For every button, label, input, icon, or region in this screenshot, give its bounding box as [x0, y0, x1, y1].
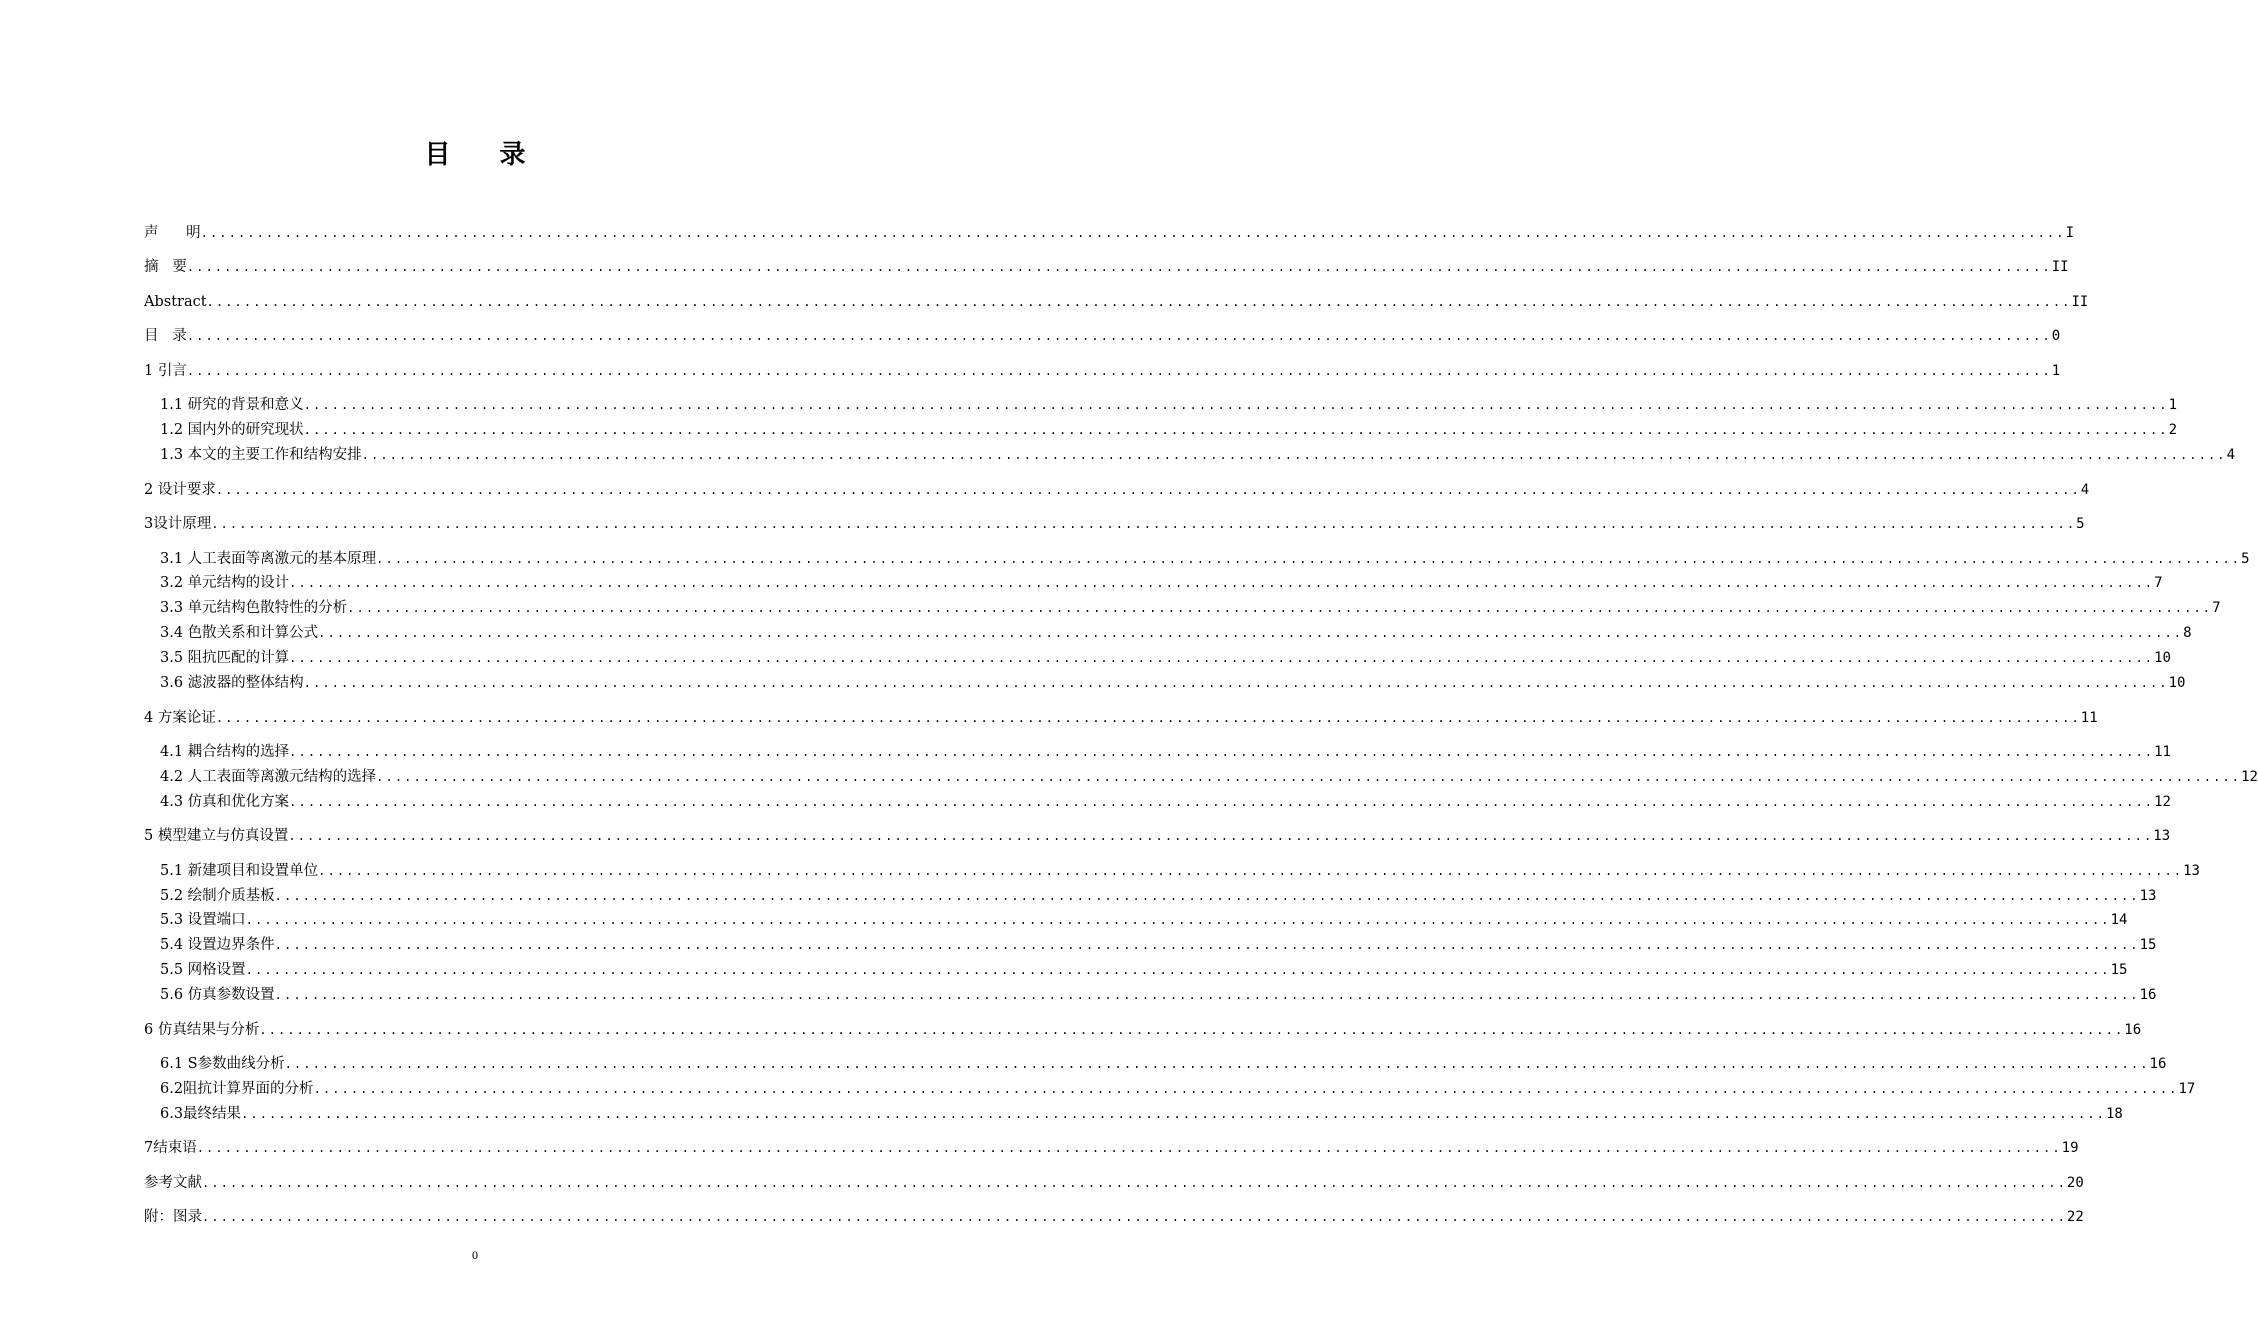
toc-leader-dots: ........................................................................................................................................................................................................ [361, 448, 2227, 462]
toc-leader-dots: ........................................................................................................................................................................................................ [347, 601, 2213, 615]
toc-leader-dots: ........................................................................................................................................................................................................ [376, 770, 2242, 784]
toc-entry[interactable] [160, 672, 2186, 694]
toc-entry-page: 4 [2080, 482, 2090, 498]
toc-entry-page: 2 [2168, 422, 2178, 438]
toc-leader-dots: ........................................................................................................................................................................................................ [245, 963, 2111, 977]
toc-leader-dots: ........................................................................................................................................................................................................ [215, 483, 2081, 497]
toc-entry-page: 16 [2149, 1056, 2167, 1072]
toc-entry-page: 4 [2226, 447, 2236, 463]
page-number: 0 [472, 1248, 478, 1262]
toc-entry-page: 11 [2080, 710, 2098, 726]
toc-entry-page: 0 [2051, 328, 2061, 344]
toc-entry[interactable] [160, 548, 2250, 570]
toc-entry-page: 13 [2183, 863, 2200, 879]
toc-entry-page: 19 [2061, 1140, 2079, 1156]
toc-entry-label: 4.3 仿真和优化方案 [160, 794, 290, 810]
toc-entry[interactable] [160, 394, 2178, 416]
toc-leader-dots: ........................................................................................................................................................................................................ [259, 1023, 2125, 1037]
toc-entry[interactable] [144, 825, 2171, 847]
toc-entry[interactable] [160, 597, 2221, 619]
toc-entry[interactable] [160, 622, 2192, 644]
toc-entry[interactable] [160, 984, 2157, 1006]
toc-leader-dots: ........................................................................................................................................................................................................ [289, 795, 2155, 809]
toc-entry[interactable] [144, 291, 2089, 313]
toc-leader-dots: ........................................................................................................................................................................................................ [186, 329, 2052, 343]
toc-entry-page: 12 [2154, 794, 2171, 810]
toc-entry[interactable] [144, 325, 2061, 347]
toc-leader-dots: ........................................................................................................................................................................................................ [215, 711, 2081, 725]
toc-leader-dots: ........................................................................................................................................................................................................ [284, 1057, 2150, 1071]
toc-leader-dots: ........................................................................................................................................................................................................ [186, 260, 2052, 274]
toc-entry-page: 8 [2183, 625, 2192, 641]
toc-entry-label: 附：图录 [144, 1209, 202, 1225]
toc-leader-dots: ........................................................................................................................................................................................................ [274, 938, 2140, 952]
toc-entry-label: 6.1 S参数曲线分析 [160, 1056, 285, 1072]
toc-entry-page: 7 [2154, 575, 2163, 591]
toc-entry-label: 3.5 阻抗匹配的计算 [160, 650, 290, 666]
toc-entry-label: 7结束语 [144, 1140, 197, 1156]
toc-entry-label: 5.4 设置边界条件 [160, 937, 275, 953]
toc-entry-page: II [2051, 259, 2069, 275]
toc-entry-page: I [2065, 225, 2075, 241]
toc-entry-page: 22 [2066, 1209, 2084, 1225]
toc-entry-label: 参考文献 [144, 1175, 202, 1191]
toc-entry[interactable] [144, 513, 2085, 535]
toc-entry[interactable] [144, 479, 2090, 501]
toc-entry-label: 1.3 本文的主要工作和结构安排 [160, 447, 362, 463]
toc-entry-page: 10 [2168, 675, 2186, 691]
toc-entry[interactable] [160, 959, 2128, 981]
toc-leader-dots: ........................................................................................................................................................................................................ [274, 988, 2140, 1002]
toc-entry-label: 3设计原理 [144, 516, 212, 532]
toc-entry-page: 14 [2110, 912, 2128, 928]
toc-entry-label: 声 明 [144, 225, 201, 241]
toc-entry-page: 16 [2139, 987, 2157, 1003]
toc-entry[interactable] [144, 1206, 2084, 1228]
toc-entry[interactable] [160, 1053, 2167, 1075]
toc-leader-dots: ........................................................................................................................................................................................................ [206, 295, 2072, 309]
toc-leader-dots: ........................................................................................................................................................................................................ [202, 1176, 2067, 1190]
toc-entry-label: 5 模型建立与仿真设置 [144, 828, 289, 844]
toc-entry-label: 摘 要 [144, 259, 187, 275]
toc-entry-label: 3.6 滤波器的整体结构 [160, 675, 304, 691]
toc-entry-page: 1 [2051, 363, 2061, 379]
toc-entry[interactable] [160, 1078, 2196, 1100]
toc-entry-label: 5.5 网格设置 [160, 962, 246, 978]
toc-leader-dots: ........................................................................................................................................................................................................ [303, 676, 2169, 690]
toc-entry[interactable] [144, 1137, 2079, 1159]
toc-entry[interactable] [160, 1103, 2123, 1125]
toc-entry-label: 3.2 单元结构的设计 [160, 575, 290, 591]
toc-entry-page: 17 [2178, 1081, 2196, 1097]
toc-entry-label: 2 设计要求 [144, 482, 216, 498]
toc-entry-page: 1 [2168, 397, 2178, 413]
toc-entry[interactable] [144, 222, 2075, 244]
toc-entry-page: 15 [2110, 962, 2128, 978]
toc-entry-label: 5.1 新建项目和设置单位 [160, 863, 319, 879]
toc-entry[interactable] [144, 360, 2061, 382]
toc-entry-label: 4.2 人工表面等离激元结构的选择 [160, 769, 377, 785]
toc-entry[interactable] [160, 909, 2128, 931]
toc-leader-dots: ........................................................................................................................................................................................................ [274, 889, 2140, 903]
toc-leader-dots: ........................................................................................................................................................................................................ [186, 364, 2052, 378]
toc-entry[interactable] [160, 791, 2171, 813]
toc-entry-label: 3.3 单元结构色散特性的分析 [160, 600, 348, 616]
toc-entry-page: II [2071, 294, 2089, 310]
toc-entry[interactable] [160, 741, 2171, 763]
toc-leader-dots: ........................................................................................................................................................................................................ [318, 626, 2184, 640]
toc-entry-page: 11 [2154, 744, 2171, 760]
toc-entry-label: 1 引言 [144, 363, 187, 379]
toc-leader-dots: ........................................................................................................................................................................................................ [289, 576, 2155, 590]
toc-entry-label: 1.2 国内外的研究现状 [160, 422, 304, 438]
toc-entry-page: 7 [2212, 600, 2221, 616]
toc-entry[interactable] [144, 707, 2098, 729]
toc-entry-page: 20 [2066, 1175, 2084, 1191]
toc-entry-label: Abstract [144, 294, 207, 310]
page-title: 目 录 [424, 140, 546, 170]
toc-entry[interactable] [144, 256, 2069, 278]
toc-entry-page: 12 [2241, 769, 2258, 785]
toc-entry-label: 6 仿真结果与分析 [144, 1022, 260, 1038]
toc-leader-dots: ........................................................................................................................................................................................................ [289, 651, 2155, 665]
toc-entry-page: 13 [2139, 888, 2157, 904]
toc-leader-dots: ........................................................................................................................................................................................................ [245, 913, 2111, 927]
toc-leader-dots: ........................................................................................................................................................................................................ [288, 829, 2154, 843]
toc-entry-page: 5 [2076, 516, 2085, 532]
toc-leader-dots: ........................................................................................................................................................................................................ [196, 1141, 2062, 1155]
toc-entry[interactable] [160, 885, 2157, 907]
toc-entry-label: 6.2阻抗计算界面的分析 [160, 1081, 314, 1097]
toc-leader-dots: ........................................................................................................................................................................................................ [313, 1082, 2179, 1096]
toc-entry-label: 5.6 仿真参数设置 [160, 987, 275, 1003]
toc-leader-dots: ........................................................................................................................................................................................................ [211, 517, 2077, 531]
toc-entry[interactable] [144, 1019, 2142, 1041]
toc-leader-dots: ........................................................................................................................................................................................................ [289, 745, 2155, 759]
toc-entry-label: 3.1 人工表面等离激元的基本原理 [160, 551, 377, 567]
toc-entry-label: 6.3最终结果 [160, 1106, 242, 1122]
toc-entry-page: 18 [2105, 1106, 2123, 1122]
toc-entry-page: 10 [2154, 650, 2171, 666]
toc-entry-label: 目 录 [144, 328, 187, 344]
toc-leader-dots: ........................................................................................................................................................................................................ [376, 552, 2242, 566]
toc-entry[interactable] [160, 860, 2200, 882]
toc-entry-page: 15 [2139, 937, 2157, 953]
toc-entry[interactable] [160, 934, 2157, 956]
toc-entry[interactable] [144, 1172, 2084, 1194]
toc-entry-label: 5.2 绘制介质基板 [160, 888, 275, 904]
toc-leader-dots: ........................................................................................................................................................................................................ [241, 1107, 2106, 1121]
toc-entry[interactable] [160, 572, 2163, 594]
toc-leader-dots: ........................................................................................................................................................................................................ [200, 226, 2066, 240]
toc-leader-dots: ........................................................................................................................................................................................................ [202, 1210, 2067, 1224]
toc-entry-label: 4.1 耦合结构的选择 [160, 744, 290, 760]
toc-leader-dots: ........................................................................................................................................................................................................ [303, 423, 2169, 437]
toc-entry-page: 5 [2241, 551, 2250, 567]
toc-entry-label: 3.4 色散关系和计算公式 [160, 625, 319, 641]
toc-entry-label: 1.1 研究的背景和意义 [160, 397, 304, 413]
toc-leader-dots: ........................................................................................................................................................................................................ [303, 398, 2169, 412]
toc-leader-dots: ........................................................................................................................................................................................................ [318, 864, 2184, 878]
toc-entry[interactable] [160, 419, 2178, 441]
toc-entry-label: 5.3 设置端口 [160, 912, 246, 928]
toc-entry[interactable] [160, 647, 2171, 669]
toc-entry-label: 4 方案论证 [144, 710, 216, 726]
toc-entry-page: 16 [2124, 1022, 2142, 1038]
toc-entry[interactable] [160, 766, 2258, 788]
toc-entry-page: 13 [2153, 828, 2171, 844]
toc-entry[interactable] [160, 444, 2236, 466]
